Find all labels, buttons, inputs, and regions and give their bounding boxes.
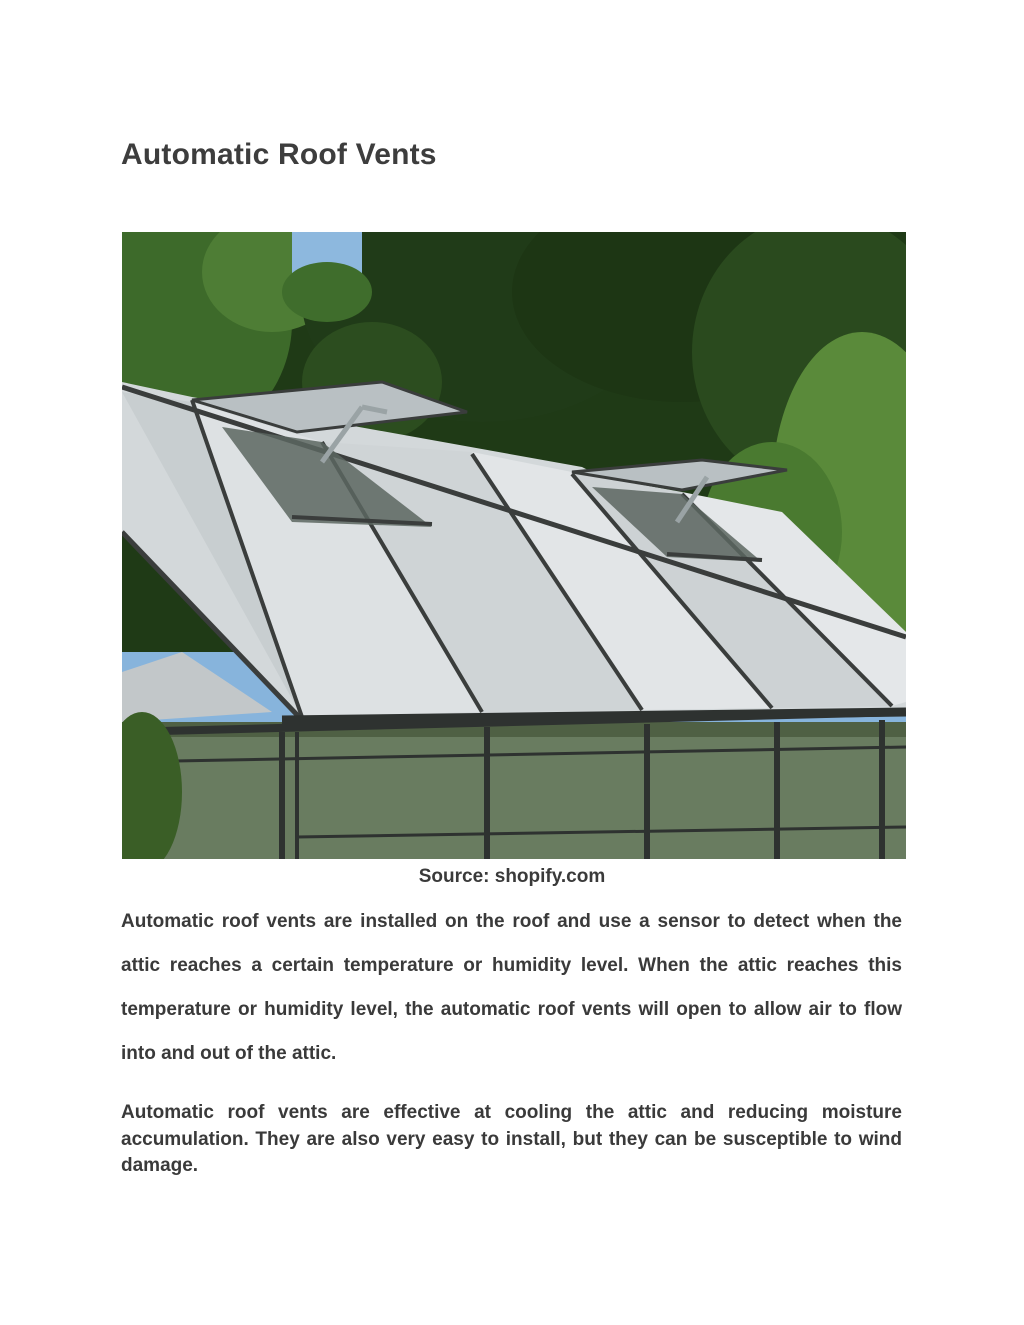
image-caption: Source: shopify.com (418, 866, 606, 887)
paragraph-1: Automatic roof vents are installed on the roof and use a sensor to detect when the attic reaches a certain temperature or humidity level. When the attic reaches this temperature or humidity level, the automatic roof vents will open to allow air to flow into and out of the attic. (121, 911, 902, 1064)
greenhouse-illustration (122, 232, 906, 859)
paragraph-2: Automatic roof vents are effective at cooling the attic and reducing moisture accumulation. They are also very easy to install, but they can be susceptible to wind damage. (121, 1102, 902, 1176)
greenhouse-wall (122, 712, 906, 859)
greenhouse-photo (122, 232, 906, 859)
page-title: Automatic Roof Vents (121, 138, 437, 171)
